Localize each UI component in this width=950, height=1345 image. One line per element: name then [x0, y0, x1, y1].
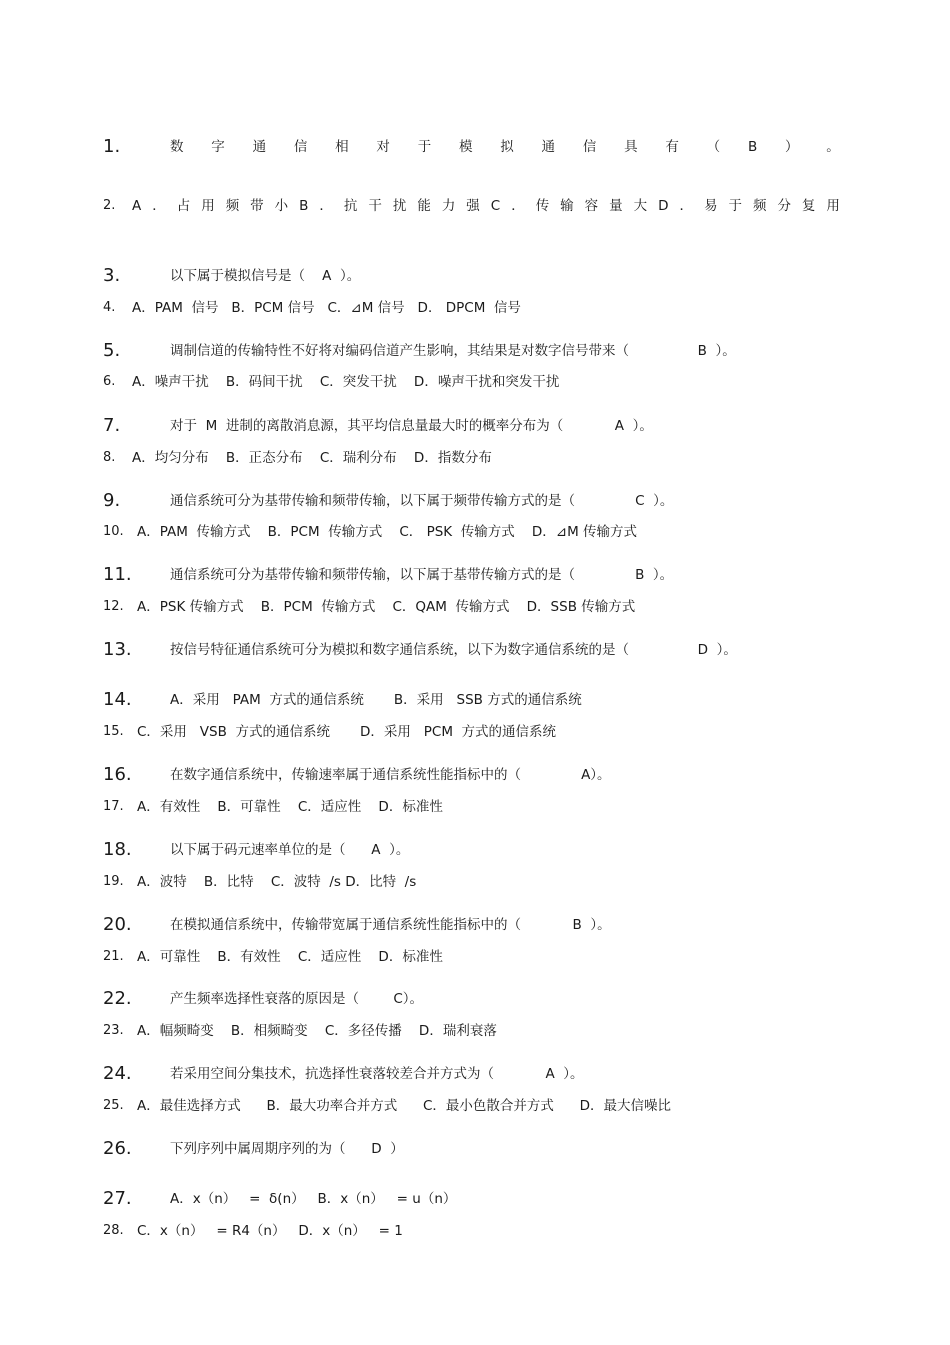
question-text	[170, 135, 840, 159]
item-number: 5.	[103, 340, 121, 361]
question-20	[0, 913, 950, 937]
question-text: 在模拟通信系统中，传输带宽属于通信系统性能指标中的（ B ）。	[170, 917, 611, 933]
question-22	[0, 987, 950, 1011]
text-char: 信	[293, 139, 308, 155]
text-char: B	[747, 139, 758, 155]
question-1	[0, 135, 950, 159]
text-char: 频	[225, 198, 240, 214]
text-char: D	[658, 198, 669, 214]
item-number: 4.	[103, 300, 116, 315]
item-number: 2.	[103, 198, 116, 213]
text-char: 频	[752, 198, 767, 214]
text-char: ．	[679, 198, 693, 214]
text-char: 抗	[343, 198, 358, 214]
options-text: A．x（n） = δ(n） B．x（n） = u（n）	[170, 1191, 457, 1207]
item-number: 10.	[103, 524, 124, 539]
item-number: 18.	[103, 839, 132, 860]
text-char: （	[706, 139, 721, 155]
question-text: 按信号特征通信系统可分为模拟和数字通信系统，以下为数字通信系统的是（ D ）。	[170, 642, 737, 658]
question-text: 对于 M 进制的离散消息源，其平均信息量最大时的概率分布为（ A ）。	[170, 418, 653, 434]
text-char: 于	[417, 139, 432, 155]
item-number: 16.	[103, 764, 132, 785]
item-number: 25.	[103, 1098, 124, 1113]
question-text: 产生频率选择性衰落的原因是（ C）。	[170, 991, 424, 1007]
text-char: 带	[250, 198, 264, 214]
item-number: 15.	[103, 724, 124, 739]
item-number: 23.	[103, 1023, 124, 1038]
options-text: A．PAM 信号 B．PCM 信号 C．⊿M 信号 D． DPCM 信号	[132, 300, 521, 316]
text-char: 传	[535, 198, 550, 214]
item-number: 26.	[103, 1138, 132, 1159]
text-char: 信	[582, 139, 597, 155]
question-text: 调制信道的传输特性不好将对编码信道产生影响，其结果是对数字信号带来（ B ）。	[170, 343, 736, 359]
text-char: 字	[211, 139, 225, 155]
text-char: ．	[319, 198, 333, 214]
text-char: 量	[609, 198, 623, 214]
options-text: A．噪声干扰 B．码间干扰 C．突发干扰 D．噪声干扰和突发干扰	[132, 374, 560, 390]
text-char: 数	[170, 139, 184, 155]
options-4	[0, 296, 950, 320]
text-char: 通	[541, 139, 556, 155]
text-char: 分	[777, 198, 791, 214]
options-line-2	[0, 194, 950, 218]
options-14	[0, 688, 950, 712]
options-text: A．可靠性 B．有效性 C．适应性 D．标准性	[137, 949, 443, 965]
question-9	[0, 489, 950, 513]
item-number: 22.	[103, 988, 132, 1009]
question-text: 通信系统可分为基带传输和频带传输，以下属于频带传输方式的是（ C ）。	[170, 493, 674, 509]
text-char: 用	[826, 198, 840, 214]
options-text: A．采用 PAM 方式的通信系统 B．采用 SSB 方式的通信系统	[170, 692, 582, 708]
options-text: C．采用 VSB 方式的通信系统 D．采用 PCM 方式的通信系统	[137, 724, 557, 740]
text-char: 干	[368, 198, 382, 214]
question-3	[0, 264, 950, 288]
options-27	[0, 1187, 950, 1211]
options-6	[0, 370, 950, 394]
options-text	[132, 194, 840, 218]
item-number: 17.	[103, 799, 124, 814]
options-text: A．有效性 B．可靠性 C．适应性 D．标准性	[137, 799, 443, 815]
item-number: 19.	[103, 874, 124, 889]
options-28	[0, 1219, 950, 1243]
question-24	[0, 1062, 950, 1086]
text-char: 输	[560, 198, 574, 214]
options-10	[0, 520, 950, 544]
text-char: 能	[417, 198, 431, 214]
options-text: A．均匀分布 B．正态分布 C．瑞利分布 D．指数分布	[132, 450, 492, 466]
question-7	[0, 414, 950, 438]
options-8	[0, 446, 950, 470]
text-char: 大	[633, 198, 648, 214]
text-char: A	[132, 198, 142, 214]
options-17	[0, 795, 950, 819]
options-12	[0, 595, 950, 619]
text-char: 力	[441, 198, 456, 214]
item-number: 21.	[103, 949, 124, 964]
text-char: 扰	[392, 198, 407, 214]
text-char: ．	[152, 198, 166, 214]
question-18	[0, 838, 950, 862]
text-char: 强	[466, 198, 480, 214]
text-char: 相	[335, 139, 349, 155]
item-number: 6.	[103, 374, 116, 389]
question-11	[0, 563, 950, 587]
item-number: 3.	[103, 265, 121, 286]
item-number: 11.	[103, 564, 132, 585]
item-number: 1.	[103, 136, 121, 157]
text-char: 具	[624, 139, 638, 155]
options-text: A．波特 B．比特 C．波特 /s D．比特 /s	[137, 874, 417, 890]
text-char: 于	[728, 198, 742, 214]
question-text: 以下属于码元速率单位的是（ A ）。	[170, 842, 410, 858]
options-19	[0, 870, 950, 894]
text-char: ）	[784, 139, 799, 155]
text-char: 模	[458, 139, 473, 155]
question-text: 下列序列中属周期序列的为（ D ）	[170, 1141, 404, 1157]
text-char: 占	[176, 198, 191, 214]
item-number: 20.	[103, 914, 132, 935]
options-text: A．PAM 传输方式 B．PCM 传输方式 C． PSK 传输方式 D．⊿M 传输方式	[137, 524, 638, 540]
question-text: 通信系统可分为基带传输和频带传输，以下属于基带传输方式的是（ B ）。	[170, 567, 674, 583]
question-16	[0, 763, 950, 787]
question-26	[0, 1137, 950, 1161]
text-char: ．	[511, 198, 525, 214]
question-text: 若采用空间分集技术，抗选择性衰落较差合并方式为（ A ）。	[170, 1066, 584, 1082]
item-number: 12.	[103, 599, 124, 614]
item-number: 13.	[103, 639, 132, 660]
question-5	[0, 339, 950, 363]
options-15	[0, 720, 950, 744]
options-text: A．幅频畸变 B．相频畸变 C．多径传播 D．瑞利衰落	[137, 1023, 497, 1039]
text-char: 小	[274, 198, 289, 214]
options-25	[0, 1094, 950, 1118]
text-char: 用	[201, 198, 215, 214]
item-number: 27.	[103, 1188, 132, 1209]
item-number: 24.	[103, 1063, 132, 1084]
options-text: C．x（n） = R4（n） D．x（n） = 1	[137, 1223, 403, 1239]
text-char: 有	[665, 139, 679, 155]
item-number: 8.	[103, 450, 116, 465]
text-char: 易	[703, 198, 718, 214]
question-text: 在数字通信系统中，传输速率属于通信系统性能指标中的（ A）。	[170, 767, 611, 783]
item-number: 9.	[103, 490, 121, 511]
options-text: A．最佳选择方式 B．最大功率合并方式 C．最小色散合并方式 D．最大信噪比	[137, 1098, 672, 1114]
options-21	[0, 945, 950, 969]
options-23	[0, 1019, 950, 1043]
question-text: 以下属于模拟信号是（ A ）。	[170, 268, 361, 284]
text-char: B	[299, 198, 309, 214]
text-char: C	[490, 198, 501, 214]
item-number: 14.	[103, 689, 132, 710]
options-text: A．PSK 传输方式 B．PCM 传输方式 C．QAM 传输方式 D．SSB 传输方式	[137, 599, 636, 615]
text-char: 对	[376, 139, 390, 155]
item-number: 7.	[103, 415, 121, 436]
text-char: 拟	[500, 139, 514, 155]
text-char: 容	[584, 198, 599, 214]
text-char: 。	[826, 139, 840, 155]
text-char: 通	[252, 139, 267, 155]
text-char: 复	[801, 198, 816, 214]
question-13	[0, 638, 950, 662]
item-number: 28.	[103, 1223, 124, 1238]
